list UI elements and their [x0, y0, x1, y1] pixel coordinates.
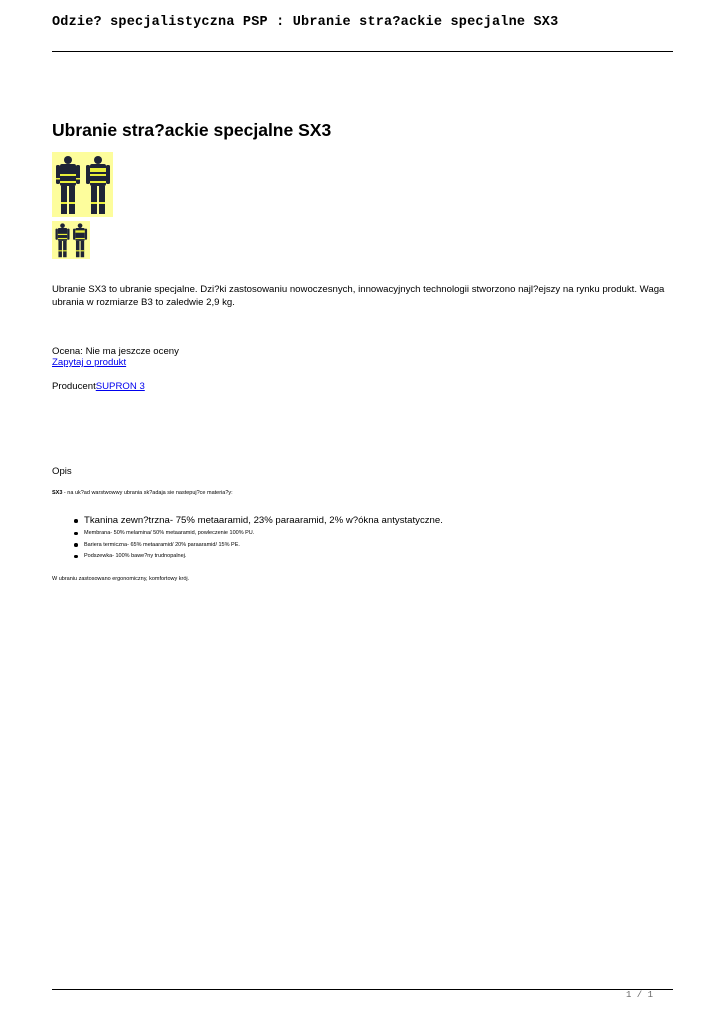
document-header-title: Odzie? specjalistyczna PSP : Ubranie stra?ackie specjalne SX3: [52, 15, 559, 30]
list-item: Bariera termiczna- 65% metaaramid/ 20% paraaramid/ 15% PE.: [72, 540, 443, 552]
product-thumbnail[interactable]: [52, 221, 90, 259]
page-number: 1 / 1: [626, 990, 654, 1000]
product-description: Ubranie SX3 to ubranie specjalne. Dzi?ki zastosowaniu nowoczesnych, innowacyjnych technologii stworzono najl?ejszy na rynku produkt. Waga ubrania w rozmiarze B3 to zaledwie 2,9 kg.: [52, 284, 665, 308]
list-item: Tkanina zewn?trzna- 75% metaaramid, 23% paraaramid, 2% w?ókna antystatyczne.: [72, 514, 443, 528]
materials-intro: [52, 490, 233, 497]
producer-link[interactable]: SUPRON 3: [95, 381, 145, 392]
model-name: SX3: [52, 490, 63, 496]
list-item: Podszewka- 100% bawe?ny trudnopalnej.: [72, 551, 443, 563]
materials-intro-text: - na uk?ad warstwowwy ubrania sk?adaja sie nastepuj?ce materia?y:: [62, 490, 233, 496]
product-title: Ubranie stra?ackie specjalne SX3: [52, 120, 332, 140]
ask-about-product-link[interactable]: Zapytaj o produkt: [52, 357, 127, 368]
materials-list: [72, 514, 443, 563]
ergonomics-note: W ubraniu zastosowano ergonomiczny, komfortowy krój.: [52, 576, 190, 582]
producer-line: [52, 381, 145, 393]
firefighter-suit-thumbnail: [52, 221, 90, 259]
producer-label: Producent: [52, 381, 96, 392]
description-heading: Opis: [52, 466, 72, 477]
footer-rule: [52, 989, 673, 990]
firefighter-suit-image: [52, 152, 113, 217]
product-rating: Ocena: Nie ma jeszcze oceny: [52, 346, 179, 357]
product-image-large[interactable]: [52, 152, 113, 217]
list-item: Membrana- 50% melamina/ 50% metaaramid, powleczenie 100% PU.: [72, 528, 443, 540]
header-rule: [52, 51, 673, 52]
